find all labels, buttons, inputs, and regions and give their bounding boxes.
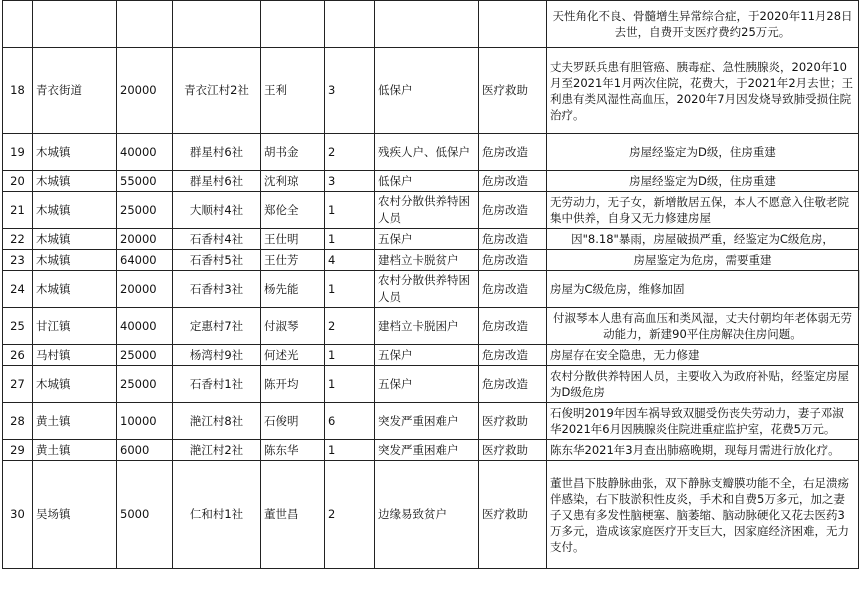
cell-category: 建档立卡脱困户 [375,308,479,345]
cell-type: 危房改造 [479,229,547,250]
cell-amount: 25000 [117,345,173,366]
cell-name: 王仕芳 [261,250,325,271]
cell-village: 滟江村8社 [173,403,261,440]
cell-town: 木城镇 [33,134,117,171]
cell-count: 1 [325,271,375,308]
cell-amount: 40000 [117,134,173,171]
table-row [3,48,859,134]
cell-village: 青衣江村2社 [173,48,261,134]
cell-no: 23 [3,250,33,271]
table-row [3,192,859,229]
cell-village [173,1,261,48]
cell-name: 杨先能 [261,271,325,308]
cell-name: 付淑琴 [261,308,325,345]
cell-town: 黄土镇 [33,440,117,461]
cell-category: 突发严重困难户 [375,440,479,461]
cell-type: 医疗救助 [479,461,547,569]
cell-note: 陈东华2021年3月查出肺癌晚期，现每月需进行放化疗。 [547,440,859,461]
cell-no: 28 [3,403,33,440]
cell-village: 群星村6社 [173,134,261,171]
cell-village: 定惠村7社 [173,308,261,345]
cell-category: 突发严重困难户 [375,403,479,440]
cell-count: 1 [325,345,375,366]
cell-no: 27 [3,366,33,403]
cell-no: 22 [3,229,33,250]
cell-amount [117,1,173,48]
cell-village: 石香村1社 [173,366,261,403]
cell-village: 仁和村1社 [173,461,261,569]
cell-name: 沈利琼 [261,171,325,192]
cell-town: 木城镇 [33,271,117,308]
table-row [3,308,859,345]
cell-no: 26 [3,345,33,366]
cell-amount: 5000 [117,461,173,569]
cell-category: 五保户 [375,345,479,366]
cell-village: 大顺村4社 [173,192,261,229]
cell-no: 24 [3,271,33,308]
table-row [3,440,859,461]
table-row [3,403,859,440]
cell-category: 低保户 [375,48,479,134]
cell-name: 董世昌 [261,461,325,569]
table-row [3,250,859,271]
cell-village: 石香村4社 [173,229,261,250]
table-row [3,345,859,366]
cell-category: 五保户 [375,366,479,403]
cell-count [325,1,375,48]
table-row [3,366,859,403]
cell-count: 3 [325,171,375,192]
cell-type: 危房改造 [479,271,547,308]
cell-note: 石俊明2019年因车祸导致双腿受伤丧失劳动力，妻子邓淑华2021年6月因胰腺炎住院进重症监护室，花费5万元。 [547,403,859,440]
cell-town: 甘江镇 [33,308,117,345]
table-row [3,134,859,171]
cell-town: 木城镇 [33,229,117,250]
cell-count: 2 [325,134,375,171]
table-row [3,229,859,250]
cell-note: 房屋鉴定为危房，需要重建 [547,250,859,271]
cell-name: 王仕明 [261,229,325,250]
assistance-table [2,0,859,569]
cell-note: 无劳动力，无子女，新增散居五保，本人不愿意入住敬老院集中供养，自身又无力修建房屋 [547,192,859,229]
cell-count: 4 [325,250,375,271]
cell-category: 边缘易致贫户 [375,461,479,569]
cell-no: 18 [3,48,33,134]
cell-count: 6 [325,403,375,440]
cell-name: 陈开均 [261,366,325,403]
cell-category: 农村分散供养特困人员 [375,271,479,308]
cell-name: 何述光 [261,345,325,366]
cell-category: 建档立卡脱贫户 [375,250,479,271]
cell-type: 危房改造 [479,192,547,229]
cell-name: 石俊明 [261,403,325,440]
cell-amount: 20000 [117,48,173,134]
page-edge-marker [859,270,863,310]
cell-type: 危房改造 [479,134,547,171]
cell-name: 陈东华 [261,440,325,461]
cell-town: 马村镇 [33,345,117,366]
cell-category: 五保户 [375,229,479,250]
cell-no: 30 [3,461,33,569]
cell-type: 危房改造 [479,308,547,345]
cell-note: 农村分散供养特困人员，主要收入为政府补贴，经鉴定房屋为D级危房 [547,366,859,403]
cell-note: 天性角化不良、骨髓增生异常综合症，于2020年11月28日去世，自费开支医疗费约25万元。 [547,1,859,48]
cell-category: 低保户 [375,171,479,192]
cell-name: 胡书金 [261,134,325,171]
cell-amount: 64000 [117,250,173,271]
table-row [3,271,859,308]
cell-village: 石香村5社 [173,250,261,271]
cell-amount: 20000 [117,229,173,250]
cell-name: 王利 [261,48,325,134]
cell-type: 危房改造 [479,366,547,403]
cell-type: 医疗救助 [479,48,547,134]
cell-town: 木城镇 [33,250,117,271]
cell-village: 杨湾村9社 [173,345,261,366]
cell-name [261,1,325,48]
cell-no: 29 [3,440,33,461]
cell-count: 2 [325,308,375,345]
cell-type: 危房改造 [479,171,547,192]
cell-note: 丈夫罗跃兵患有胆管癌、胰毒症、急性胰腺炎，2020年10月至2021年1月两次住院，花费大，于2021年2月去世；王利患有类风湿性高血压，2020年7月因发烧导致肺受损住院治疗。 [547,48,859,134]
cell-amount: 6000 [117,440,173,461]
cell-note: 房屋存在安全隐患，无力修建 [547,345,859,366]
cell-amount: 25000 [117,192,173,229]
cell-no: 21 [3,192,33,229]
cell-note: 付淑琴本人患有高血压和类风湿，丈夫付朝均年老体弱无劳动能力，新建90平住房解决住房问题。 [547,308,859,345]
cell-count: 3 [325,48,375,134]
cell-town: 木城镇 [33,171,117,192]
cell-note: 因"8.18"暴雨，房屋破损严重，经鉴定为C级危房， [547,229,859,250]
cell-amount: 40000 [117,308,173,345]
cell-village: 群星村6社 [173,171,261,192]
cell-town [33,1,117,48]
cell-category: 农村分散供养特困人员 [375,192,479,229]
cell-category: 残疾人户、低保户 [375,134,479,171]
cell-count: 1 [325,192,375,229]
cell-name: 郑伦全 [261,192,325,229]
cell-category [375,1,479,48]
cell-village: 石香村3社 [173,271,261,308]
cell-type: 危房改造 [479,250,547,271]
cell-type: 医疗救助 [479,403,547,440]
table-row [3,171,859,192]
cell-amount: 55000 [117,171,173,192]
cell-count: 1 [325,229,375,250]
cell-type: 危房改造 [479,345,547,366]
cell-amount: 20000 [117,271,173,308]
table-row [3,461,859,569]
cell-no: 20 [3,171,33,192]
cell-note: 房屋为C级危房，维修加固 [547,271,859,308]
cell-count: 1 [325,366,375,403]
cell-note: 房屋经鉴定为D级，住房重建 [547,171,859,192]
cell-town: 木城镇 [33,366,117,403]
cell-town: 黄土镇 [33,403,117,440]
cell-village: 滟江村2社 [173,440,261,461]
cell-note: 房屋经鉴定为D级，住房重建 [547,134,859,171]
cell-no: 19 [3,134,33,171]
cell-town: 木城镇 [33,192,117,229]
cell-note: 董世昌下肢静脉曲张，双下静脉支瓣膜功能不全，右足溃疡伴感染，右下肢淤积性皮炎，手术和自费5万多元，加之妻子又患有多发性脑梗塞、脑萎缩、脑动脉硬化又花去医药3万多元，造成该家庭医疗开支巨大，因家庭经济困难，无力支付。 [547,461,859,569]
cell-amount: 10000 [117,403,173,440]
cell-no [3,1,33,48]
cell-type: 医疗救助 [479,440,547,461]
cell-count: 2 [325,461,375,569]
cell-town: 青衣街道 [33,48,117,134]
cell-amount: 25000 [117,366,173,403]
cell-town: 吴场镇 [33,461,117,569]
cell-count: 1 [325,440,375,461]
cell-no: 25 [3,308,33,345]
cell-type [479,1,547,48]
table-row-continued [3,1,859,48]
